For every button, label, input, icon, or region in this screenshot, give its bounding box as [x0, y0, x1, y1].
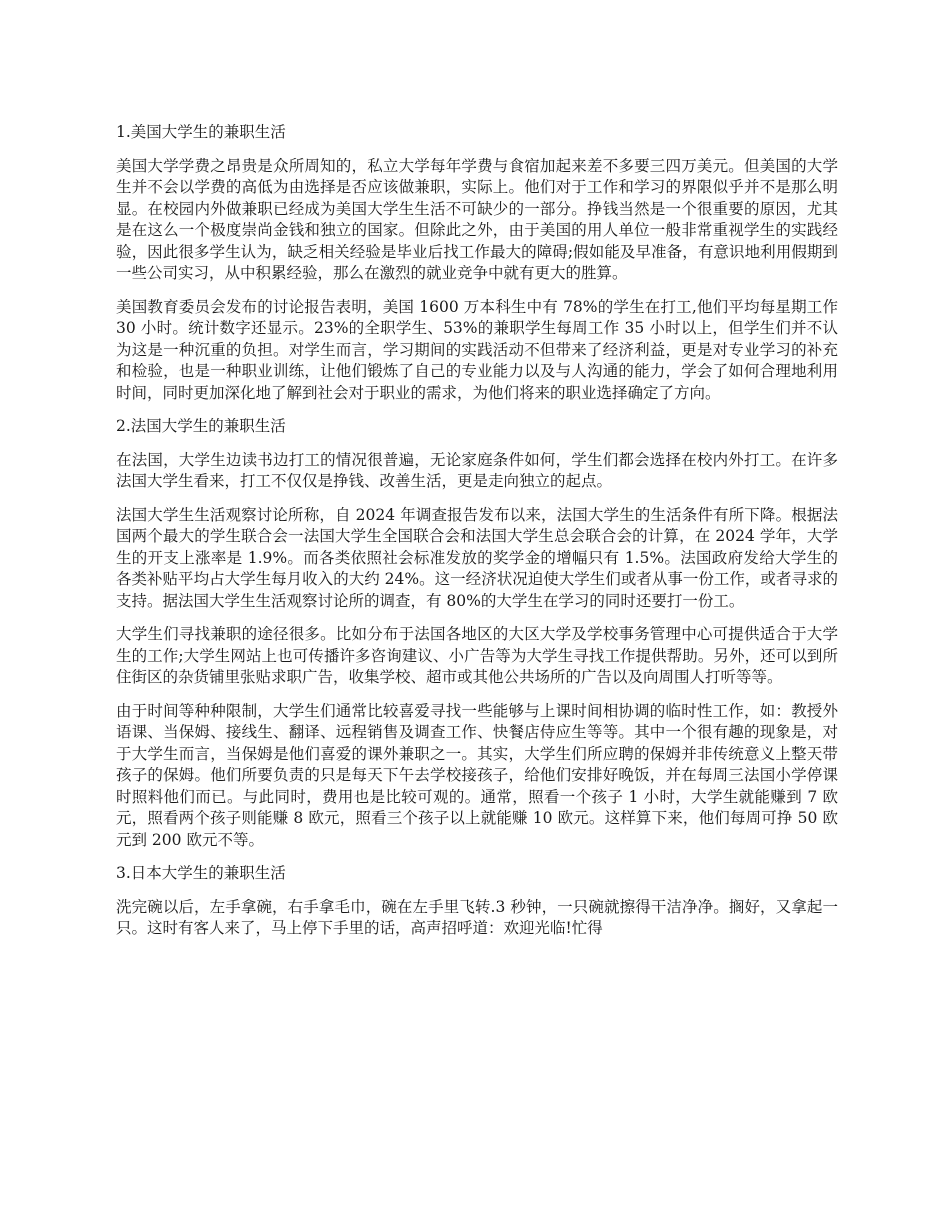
section-france [116, 416, 838, 851]
paragraph: 由于时间等种种限制，大学生们通常比较喜爱寻找一些能够与上课时间相协调的临时性工作，如：教授外语课、当保姆、接线生、翻译、远程销售及调查工作、快餐店侍应生等等。其中一个很有趣的现象是，对于大学生而言，当保姆是他们喜爱的课外兼职之一。其实，大学生们所应聘的保姆并非传统意义上整天带孩子的保姆。他们所要负责的只是每天下午去学校接孩子，给他们安排好晚饭，并在每周三法国小学停课时照料他们而已。与此同时，费用也是比较可观的。通常，照看一个孩子 1 小时，大学生就能赚到 7 欧元，照看两个孩子则能赚 8 欧元，照看三个孩子以上就能赚 10 欧元。这样算下来，他们每周可挣 50 欧元到 200 欧元不等。 [116, 701, 838, 849]
paragraph: 洗完碗以后，左手拿碗，右手拿毛巾，碗在左手里飞转.3 秒钟，一只碗就擦得干洁净净。搁好，又拿起一只。这时有客人来了，马上停下手里的话，高声招呼道：欢迎光临!忙得 [116, 897, 838, 937]
paragraph: 法国大学生生活观察讨论所称，自 2024 年调查报告发布以来，法国大学生的生活条件有所下降。根据法国两个最大的学生联合会一法国大学生全国联合会和法国大学生总会联合会的计算，在 2024 学年，大学生的开支上涨率是 1.9%。而各类依照社会标准发放的奖学金的增幅只有 1.5%。法国政府发给大学生的各类补贴平均占大学生每月收入的大约 24%。这一经济状况迫使大学生们或者从事一份工作，或者寻求的支持。据法国大学生生活观察讨论所的调查，有 80%的大学生在学习的同时还要打一份工。 [116, 505, 838, 610]
section-us [116, 122, 838, 404]
section-japan [116, 863, 838, 940]
paragraph: 美国教育委员会发布的讨论报告表明，美国 1600 万本科生中有 78%的学生在打工,他们平均每星期工作 30 小时。统计数字还显示。23%的全职学生、53%的兼职学生每周工作 35 小时以上，但学生们并不认为这是一种沉重的负担。对学生而言，学习期间的实践活动不但带来了经济利益，更是对专业学习的补充和检验，也是一种职业训练，让他们锻炼了自己的专业能力以及与人沟通的能力，学会了如何合理地利用时间，同时更加深化地了解到社会对于职业的需求，为他们将来的职业选择确定了方向。 [116, 297, 838, 402]
section-heading: 3.日本大学生的兼职生活 [116, 864, 286, 882]
section-heading: 1.美国大学生的兼职生活 [116, 123, 286, 141]
section-heading: 2.法国大学生的兼职生活 [116, 417, 286, 435]
paragraph: 大学生们寻找兼职的途径很多。比如分布于法国各地区的大区大学及学校事务管理中心可提供适合于大学生的工作;大学生网站上也可传播许多咨询建议、小广告等为大学生寻找工作提供帮助。另外，还可以到所住街区的杂货铺里张贴求职广告，收集学校、超市或其他公共场所的广告以及向周围人打听等等。 [116, 625, 838, 686]
paragraph: 在法国，大学生边读书边打工的情况很普遍，无论家庭条件如何，学生们都会选择在校内外打工。在许多法国大学生看来，打工不仅仅是挣钱、改善生活，更是走向独立的起点。 [116, 450, 838, 490]
document-body [116, 122, 838, 952]
paragraph: 美国大学学费之昂贵是众所周知的，私立大学每年学费与食宿加起来差不多要三四万美元。但美国的大学生并不会以学费的高低为由选择是否应该做兼职，实际上。他们对于工作和学习的界限似乎并不是那么明显。在校园内外做兼职已经成为美国大学生生活不可缺少的一部分。挣钱当然是一个很重要的原因，尤其是在这么一个极度崇尚金钱和独立的国家。但除此之外，由于美国的用人单位一般非常重视学生的实践经验，因此很多学生认为，缺乏相关经验是毕业后找工作最大的障碍;假如能及早准备，有意识地利用假期到一些公司实习，从中积累经验，那么在激烈的就业竞争中就有更大的胜算。 [116, 156, 838, 282]
